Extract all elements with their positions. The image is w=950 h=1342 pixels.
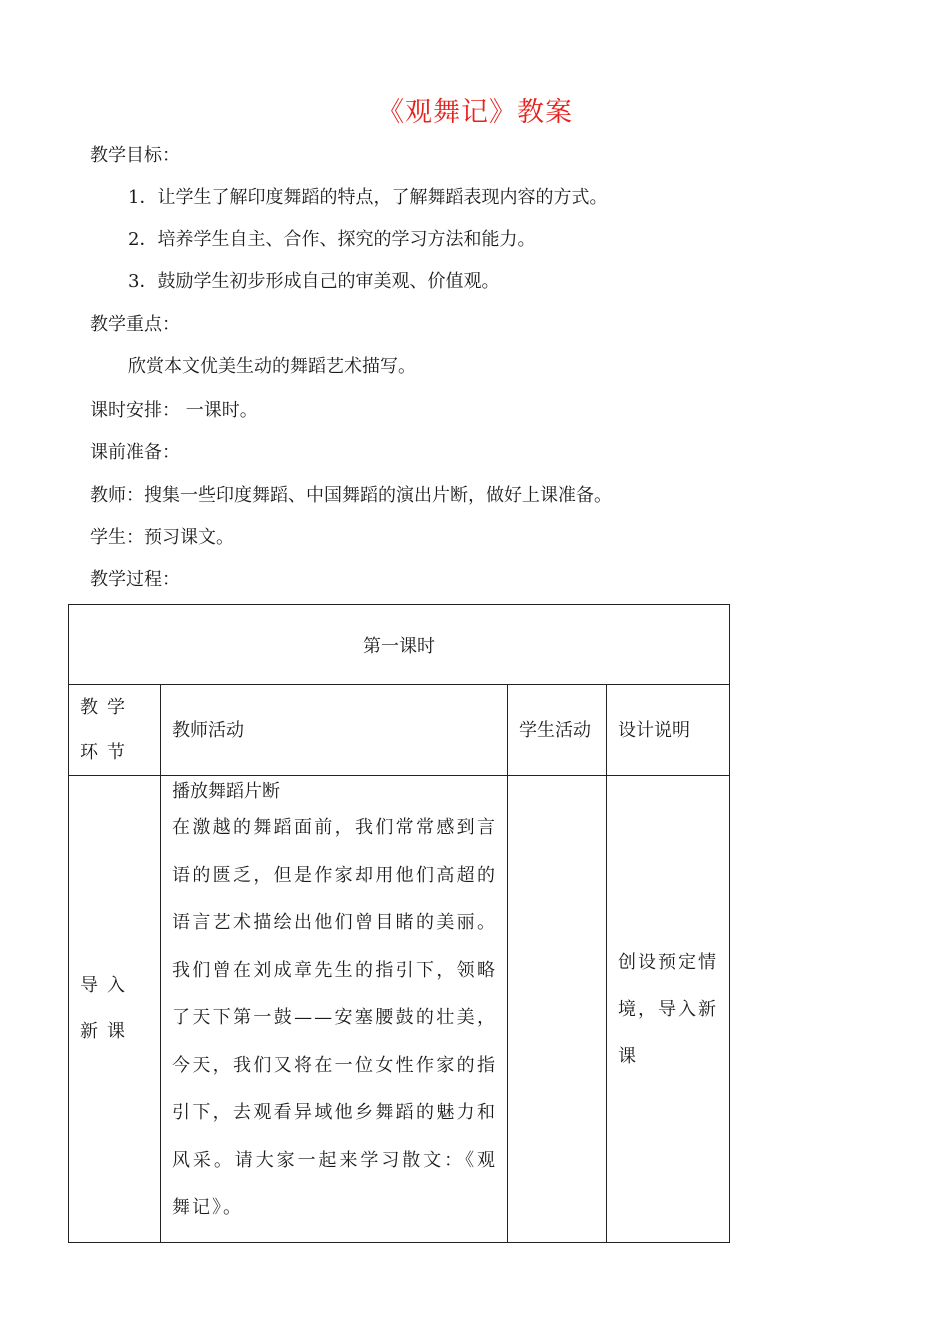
- table-row: [69, 776, 730, 1243]
- lesson-table: [68, 604, 730, 1243]
- header-teacher: 教师活动: [172, 719, 244, 741]
- objective-item-2: 2．培养学生自主、合作、探究的学习方法和能力。: [128, 229, 536, 250]
- document-title: 《观舞记》教案: [377, 97, 573, 128]
- process-heading: 教学过程：: [90, 569, 180, 590]
- header-student-cell: [508, 685, 607, 776]
- objective-item-1: 1．让学生了解印度舞蹈的特点，了解舞蹈表现内容的方式。: [128, 187, 608, 208]
- session-title: 第一课时: [363, 635, 435, 657]
- teacher-activity-text: 在激越的舞蹈面前，我们常常感到言语的匮乏，但是作家却用他们高超的语言艺术描绘出他们曾目睹的美丽。我们曾在刘成章先生的指引下，领略了天下第一鼓——安塞腰鼓的壮美，今天，我们又将在一位女性作家的指引下，去观看异域他乡舞蹈的魅力和风采。请大家一起来学习散文：《观舞记》。: [172, 817, 497, 1218]
- objective-item-3: 3．鼓励学生初步形成自己的审美观、价值观。: [128, 271, 500, 292]
- objectives-heading: 教学目标：: [90, 145, 180, 166]
- schedule-text: 课时安排： 一课时。: [90, 400, 258, 421]
- design-cell: [607, 776, 730, 1243]
- key-point-heading: 教学重点：: [90, 314, 180, 335]
- teacher-activity-first: 播放舞蹈片断: [172, 781, 280, 802]
- student-activity-cell: [508, 776, 607, 1243]
- design-text: 创设预定情境，导入新课: [618, 951, 718, 1067]
- header-teacher-cell: [161, 685, 508, 776]
- key-point-text: 欣赏本文优美生动的舞蹈艺术描写。: [128, 356, 416, 377]
- header-stage: 教学环节: [80, 697, 134, 763]
- teacher-activity-cell: [161, 776, 508, 1243]
- stage-text: 导入新课: [80, 975, 134, 1042]
- table-header-row: [69, 685, 730, 776]
- preparation-heading: 课前准备：: [90, 442, 180, 463]
- header-student: 学生活动: [519, 719, 591, 741]
- session-title-cell: [69, 605, 730, 685]
- session-row: [69, 605, 730, 685]
- preparation-teacher: 教师：搜集一些印度舞蹈、中国舞蹈的演出片断，做好上课准备。: [90, 485, 612, 506]
- header-stage-cell: [69, 685, 161, 776]
- preparation-student: 学生：预习课文。: [90, 527, 234, 548]
- header-design-cell: [607, 685, 730, 776]
- stage-cell: [69, 776, 161, 1243]
- header-design: 设计说明: [618, 719, 690, 741]
